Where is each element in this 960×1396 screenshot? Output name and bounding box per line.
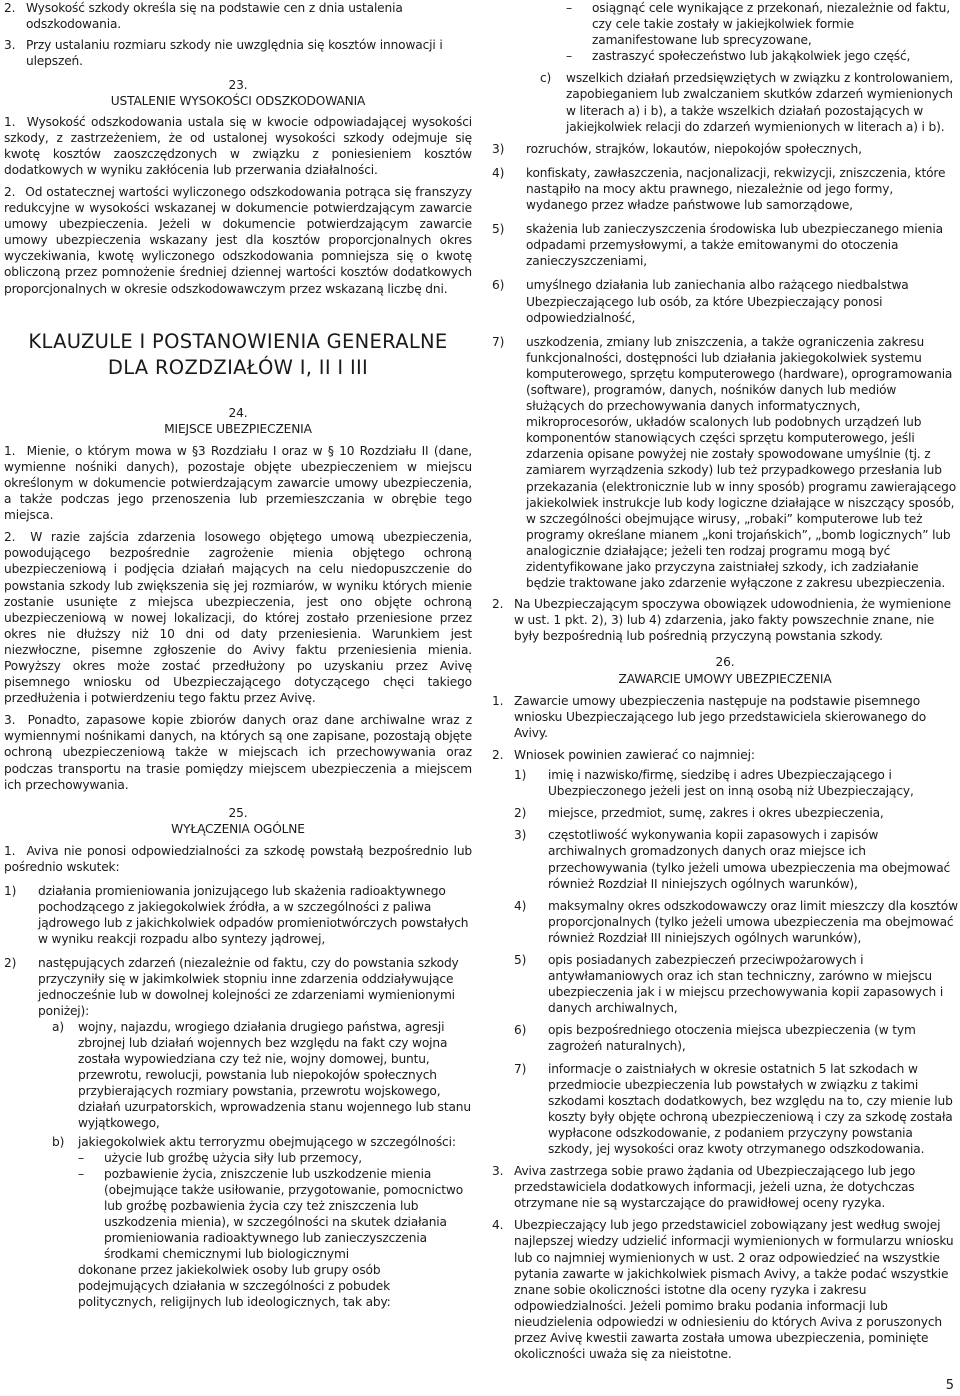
list-item [4,843,472,875]
section-number: 23. [228,78,248,93]
item-text: Mienie, o którym mowa w §3 Rozdziału I oraz w § 10 Rozdziału II (dane, wymienne nośniki danych), pozostaje objęte ubezpieczeniem w miejscu określonym w dokumencie potwierdzającym zawarcie umowy ubezpieczenia, a także podczas jego przenoszenia lub przemieszczania w obrębie tego miejsca. [4,443,472,523]
sub-item-number: 7) [514,1061,527,1076]
section-title: MIEJSCE UBEZPIECZENIA [164,421,312,436]
sub-item [514,1061,958,1158]
item-text: Wysokość odszkodowania ustala się w kwocie odpowiadającej wysokości szkody, z zastrzeżeniem, że od ustalonej wysokości szkody odejmuje się kwotę kosztów zaoszczędzonych w związku z poniesieniem kosztów dodatkowych w wyniku zakłócenia lub przerwania działalności. [4,114,472,177]
sub-item [514,1022,958,1054]
sub-item-number: 6) [514,1023,527,1038]
sub-item [492,277,958,325]
item-number: 3. [492,1164,504,1179]
main-title-line: KLAUZULE I POSTANOWIENIA GENERALNE [28,329,448,353]
sub-item-text: skażenia lub zanieczyszczenia środowiska lub ubezpieczanego mienia odpadami przemysłowymi, a także emitowanymi do otoczenia zanieczyszczeniami, [526,222,943,269]
item-text: Wysokość szkody określa się na podstawie cen z dnia ustalenia odszkodowania. [26,1,403,32]
sub-item-number: 5) [492,222,505,237]
item-number: 2. [492,747,504,762]
dash-item [78,1150,472,1166]
list-item [4,114,472,178]
list-item [492,596,958,644]
sub-item-text: umyślnego działania lub zaniechania albo rażącego niedbalstwa Ubezpieczającego lub osób, za które Ubezpieczający ponosi odpowiedzialność, [526,278,909,325]
dash-item-text: użycie lub groźbę użycia siły lub przemocy, [104,1150,363,1165]
sub-item-number: 1) [514,768,527,783]
section-number: 26. [715,655,735,670]
sub-item-text: informacje o zaistniałych w okresie ostatnich 5 lat szkodach w przedmiocie ubezpieczenia lub powstałych w związku z takimi szkodami kosztach dodatkowych, bez względu na to, czy mienie lub koszty były objęte ochroną ubezpieczeniową i czy za szkodę została wypłacone odszkodowanie, z podaniem przyczyny powstania szkody, jej wysokości oraz kwoty otrzymanego odszkodowania. [548,1061,953,1156]
section-number: 24. [228,405,248,420]
item-number: 2. [4,1,16,15]
list-item [4,37,472,69]
sub-item-text: rozruchów, strajków, lokautów, niepokojów społecznych, [526,141,862,156]
sub-item [514,767,958,799]
letter-item-label: b) [52,1134,65,1149]
list-item [4,712,472,792]
left-column [4,0,472,1311]
list-item [492,1163,958,1211]
letter-item-label: c) [540,71,552,86]
sub-item-text: następujących zdarzeń (niezależnie od faktu, czy do powstania szkody przyczyniły się w jakimkolwiek stopniu inne zdarzenia oddziaływujące jednocześnie lub w dowolnej kolejności ze zdarzeniami wymienionymi poniżej): [38,955,459,1018]
sub-item [492,141,958,157]
letter-item [540,70,958,134]
sub-item-text: konfiskaty, zawłaszczenia, nacjonalizacji, rekwizycji, zniszczenia, które nastąpiło na mocy aktu prawnego, niezależnie od jego formy, wydanego przez władze państwowe lub samorządowe, [526,165,946,213]
sub-item [492,334,958,592]
terror-tail-text: dokonane przez jakiekolwiek osoby lub grupy osób podejmujących działania w szczególności z pobudek politycznych, religijnych lub ideologicznych, tak aby: [78,1263,391,1310]
sub-item-number: 3) [514,828,527,843]
item-number: 2. [4,184,16,199]
item-text: Ponadto, zapasowe kopie zbiorów danych oraz dane archiwalne wraz z wymiennymi nośnikami danych, na których są one zapisane, pozostają objęte ochroną ubezpieczeniową także w miejscach ich przechowywania oraz podczas transportu na trasie pomiędzy miejscem ubezpieczenia a miejscem ich przechowywania. [4,713,472,792]
sub-item-number: 6) [492,278,505,293]
section-number: 25. [228,805,248,820]
sub-item-number: 5) [514,952,527,967]
letter-item [52,1134,472,1150]
section-title: ZAWARCIE UMOWY UBEZPIECZENIA [618,671,832,686]
right-column [492,0,958,1362]
dash-item-text: pozbawienie życia, zniszczenie lub uszkodzenie mienia (obejmujące także usiłowanie, przygotowanie, pomocnictwo lub groźbę pozbawienia życia czy też zniszczenia lub uszkodzenia mienia), w szczególności na skutek działania promieniowania radioaktywnego lub zanieczyszczenia środkami chemicznymi lub biologicznymi [104,1166,464,1262]
sub-item [492,165,958,213]
dash-item-text: zastraszyć społeczeństwo lub jakąkolwiek jego część, [592,49,911,64]
item-number: 4. [492,1218,504,1233]
item-text: W razie zajścia zdarzenia losowego objętego umową ubezpieczenia, powodującego bezpośrednie zagrożenie mienia objętego ochroną ubezpieczeniową i podjęcia działań mających na celu niedopuszczenie do powstania szkody lub zwiększenia się jej rozmiarów, w wyniku których mienie zostanie usunięte z miejsca ubezpieczenia, jest ono objęte ochroną ubezpieczeniową w nowej lokalizacji, do której zostało przeniesione przez okres nie dłuższy niż 10 dni od daty przeniesienia. Warunkiem jest niezwłoczne, pisemne zgłoszenie do Avivy faktu przeniesienia mienia. Powyższy okres może zostać przedłużony po uzyskaniu przez Avivę pisemnego wniosku od Ubezpieczającego dotyczącego chęci takiego przedłużenia i potwierdzeniu tego faktu przez Avivę. [4,530,472,706]
dash-marker: – [566,1,572,15]
sub-item-number: 2) [4,955,17,970]
sub-item-number: 1) [4,884,17,899]
item-text: Od ostatecznej wartości wyliczonego odszkodowania potrąca się franszyzy redukcyjne w wysokości wskazanej w dokumencie potwierdzającym zawarcie umowy ubezpieczenia. Jeżeli w dokumencie potwierdzającym zawarcie umowy ubezpieczenia wskazany jest dla kosztów proporcjonalnych okres wyczekiwania, kwotę wyliczonego odszkodowania pomniejsza się o kwotę obliczoną przez pomnożenie średniej dziennej wartości kosztów dodatkowych proporcjonalnych w okresie odszkodowawczym przez wskazaną liczbę dni. [4,184,472,296]
item-text: Ubezpieczający lub jego przedstawiciel zobowiązany jest według swojej najlepszej wiedzy udzielić informacji wymienionych w formularzu wniosku lub co najmniej wymienionych w ust. 2 oraz odpowiedzieć na wszystkie pytania zawarte w jakichkolwiek pismach Avivy, a także podać wszystkie znane sobie okoliczności istotne dla oceny ryzyka i zakresu odpowiedzialności. Jeżeli pomimo braku podania informacji lub nieudzielenia odpowiedzi w odniesieniu do których Aviva z poruszonych przez Avivę kwestii zawarta została umowa ubezpieczenia, pominięte okoliczności uważa się za nieistotne. [514,1218,954,1362]
letter-item [52,1019,472,1132]
list-item [4,0,472,32]
item-number: 1. [492,693,504,708]
sub-item-text: częstotliwość wykonywania kopii zapasowych i zapisów archiwalnych gromadzonych danych oraz miejsce ich przechowywania (tylko jeżeli umowa ubezpieczenia ma obejmować również Rozdział II niniejszych ogólnych warunków), [548,828,951,891]
sub-item-text: maksymalny okres odszkodowawczy oraz limit mieszczy dla kosztów proporcjonalnych (tylko jeżeli umowa ubezpieczenia ma obejmować również Rozdział III niniejszych ogólnych warunków), [548,898,958,945]
section-heading-26 [492,654,958,686]
sub-item [514,827,958,891]
sub-item [514,952,958,1016]
sub-item-text: opis posiadanych zabezpieczeń przeciwpożarowych i antywłamaniowych oraz ich stan techniczny, zarówno w miejscu ubezpieczenia jak i w miejscu przechowywania kopii zapasowych i danych archiwalnych, [548,952,944,1016]
sub-item-number: 4) [492,165,505,180]
sub-item [4,955,472,1019]
item-text: Zawarcie umowy ubezpieczenia następuje na podstawie pisemnego wniosku Ubezpieczającego lub jego przedstawiciela skierowanego do Avivy. [514,693,926,740]
list-item [492,1217,958,1362]
sub-item-text: uszkodzenia, zmiany lub zniszczenia, a także ograniczenia zakresu funkcjonalności, dostępności lub działania jakiegokolwiek systemu komputerowego, sprzętu komputerowego (hardware), oprogramowania (software), programów, danych, nośników danych lub mediów służących do przechowywania danych informatycznych, mikroprocesorów, układów scalonych lub podobnych urządzeń lub komponentów stanowiących części sprzętu komputerowego, jeśli zdarzenia opisane powyżej nie zostały spowodowane umyślnie (tj. z zamiarem wyrządzenia szkody) lub też przypadkowego przesłania lub przekazania (elektronicznie lub w inny sposób) programu zawierającego jakiekolwiek instrukcje lub kody logiczne działające w niszczący sposób, w szczególności obejmujące wirusy, „robaki” komputerowe lub też programy określane mianem „koni trojańskich”, „bomb logicznych” lub analogicznie działające; jeżeli ten rodzaj programu mogą być zidentyfikowane jako przyczyna zaistniałej szkody, ich zadziałanie będzie traktowane jako zdarzenie wyłączone z zakresu ubezpieczenia. [526,334,957,591]
list-item [492,747,958,763]
item-number: 1. [4,114,16,129]
dash-marker: – [78,1166,84,1181]
section-heading-23 [4,77,472,109]
section-heading-24 [4,405,472,437]
letter-item-text: jakiegokolwiek aktu terroryzmu obejmującego w szczególności: [78,1134,456,1149]
item-number: 3. [4,38,16,53]
list-item [4,529,472,706]
dash-item [78,1166,472,1263]
letter-item-text: wojny, najazdu, wrogiego działania drugiego państwa, agresji zbrojnej lub działań wojennych bez względu na fakt czy wojna została wypowiedziana czy też nie, wojny domowej, buntu, przewrotu, rewolucji, powstania lub niepokojów społecznych przybierających rozmiary powstania, przewrotu wojskowego, działań uzurpatorskich, wprowadzenia stanu wojennego lub stanu wyjątkowego, [78,1019,471,1131]
sub-item-text: miejsce, przedmiot, sumę, zakres i okres ubezpieczenia, [548,806,884,821]
sub-item-text: imię i nazwisko/firmę, siedzibę i adres Ubezpieczającego i Ubezpieczonego jeżeli jest on inną osobą niż Ubezpieczający, [548,768,914,799]
list-item [4,184,472,297]
dash-marker: – [78,1150,84,1165]
sub-item-number: 7) [492,334,505,349]
item-number: 1. [4,443,16,458]
letter-item-label: a) [52,1019,64,1034]
main-title [4,329,472,381]
section-title: WYŁĄCZENIA OGÓLNE [171,821,305,836]
item-number: 3. [4,713,16,728]
item-text: Wniosek powinien zawierać co najmniej: [514,747,755,762]
sub-item-number: 4) [514,898,527,913]
section-title: USTALENIE WYSOKOŚCI ODSZKODOWANIA [110,94,366,109]
list-item [492,693,958,741]
sub-item-text: działania promieniowania jonizującego lub skażenia radioaktywnego pochodzącego z jakiegokolwiek źródła, a w szczególności z paliwa jądrowego lub z jakichkolwiek odpadów promieniotwórczych powstałych w wyniku reakcji rozpadu albo syntezy jądrowej, [38,884,469,947]
sub-item [514,898,958,946]
item-text: Aviva nie ponosi odpowiedzialności za szkodę powstałą bezpośrednio lub pośrednio wskutek: [4,843,472,875]
dash-item-text: osiągnąć cele wynikające z przekonań, niezależnie od faktu, czy cele takie zostały w jakiejkolwiek formie zamanifestowane lub sprecyzowane, [592,1,950,48]
sub-item [4,883,472,947]
sub-item-text: opis bezpośredniego otoczenia miejsca ubezpieczenia (w tym zagrożeń naturalnych), [548,1023,916,1054]
item-number: 2. [492,597,504,612]
section-heading-25 [4,805,472,837]
letter-item-text: wszelkich działań przedsięwziętych w związku z kontrolowaniem, zapobieganiem lub zwalczaniem skutków zdarzeń wymienionych w literach a) i b), a także wszelkich działań pozostających w jakiejkolwiek relacji do zdarzeń wymienionych w literach a) i b). [566,71,954,134]
item-text: Na Ubezpieczającym spoczywa obowiązek udowodnienia, że wymienione w ust. 1 pkt. 2), 3) lub 4) zdarzenia, jako fakty powszechnie znane, nie były bezpośrednią lub pośrednią przyczyną powstania szkody. [514,597,951,644]
item-number: 2. [4,530,16,545]
dash-marker: – [566,49,572,64]
main-title-line: DLA ROZDZIAŁÓW I, II I III [107,355,369,379]
item-number: 1. [4,843,16,858]
item-text: Aviva zastrzega sobie prawo żądania od Ubezpieczającego lub jego przedstawiciela dodatkowych informacji, jeżeli uzna, że dotychczas otrzymane nie są wystarczające do prawidłowej oceny ryzyka. [514,1164,916,1211]
list-item [4,443,472,523]
dash-item [566,48,958,64]
sub-item [514,805,958,821]
item-text: Przy ustalaniu rozmiaru szkody nie uwzględnia się kosztów innowacji i ulepszeń. [26,38,443,69]
sub-item-number: 3) [492,141,505,156]
page-number: 5 [945,1378,954,1393]
dash-item [566,0,958,48]
sub-item-number: 2) [514,806,527,821]
sub-item [492,221,958,269]
